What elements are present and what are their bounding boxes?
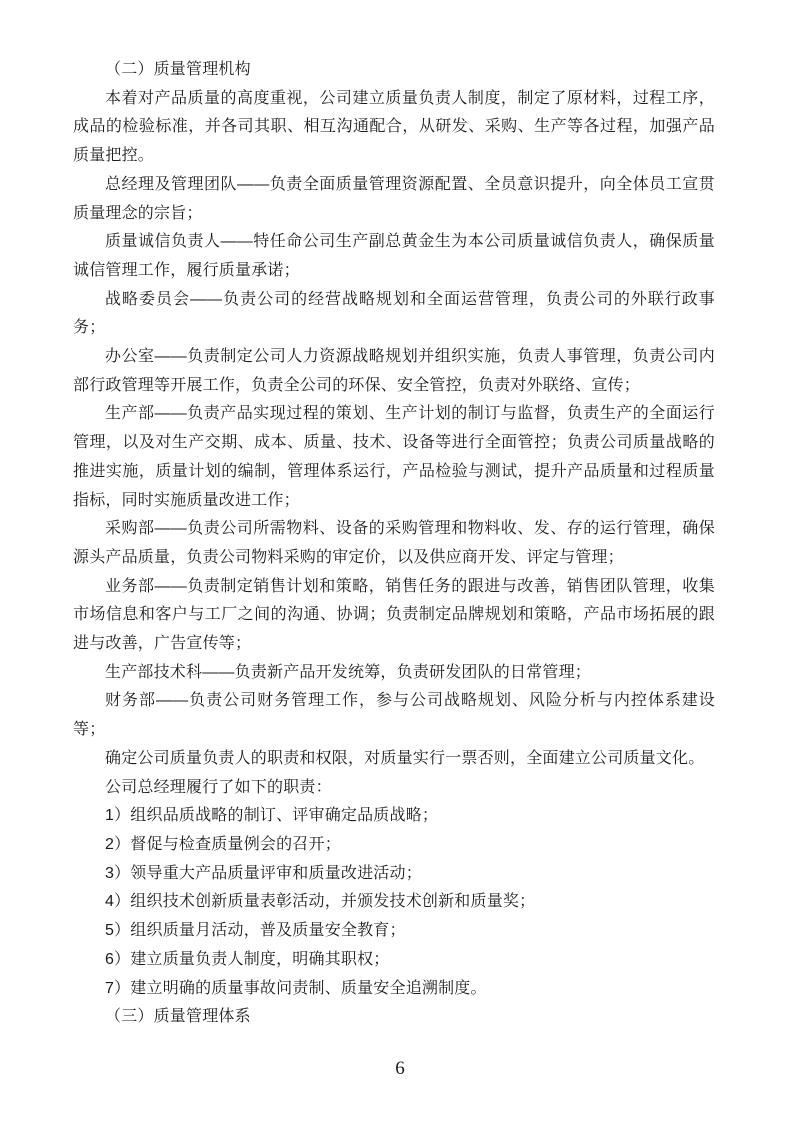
paragraph: 业务部——负责制定销售计划和策略，销售任务的跟进与改善，销售团队管理，收集市场信息和客户与工厂之间的沟通、协调；负责制定品牌规划和策略，产品市场拓展的跟进与改善，广告宣传等； bbox=[73, 577, 715, 653]
paragraph: 财务部——负责公司财务管理工作，参与公司战略规划、风险分析与内控体系建设等； bbox=[73, 692, 715, 739]
paragraph: 确定公司质量负责人的职责和权限，对质量实行一票否则，全面建立公司质量文化。 bbox=[105, 749, 705, 767]
paragraph: 采购部——负责公司所需物料、设备的采购管理和物料收、发、存的运行管理，确保源头产品质量，负责公司物料采购的审定价，以及供应商开发、评定与管理； bbox=[73, 520, 715, 566]
document-content bbox=[73, 56, 715, 1032]
paragraph: 战略委员会——负责公司的经营战略规划和全面运营管理，负责公司的外联行政事务； bbox=[73, 290, 715, 337]
section-heading: （二）质量管理机构 bbox=[105, 61, 251, 78]
paragraph: 总经理及管理团队——负责全面质量管理资源配置、全员意识提升，向全体员工宣贯质量理念的宗旨； bbox=[73, 175, 715, 222]
section-heading: （三）质量管理体系 bbox=[105, 1008, 251, 1026]
list-item: 4）组织技术创新质量表彰活动，并颁发技术创新和质量奖； bbox=[105, 893, 536, 911]
list-item: 7）建立明确的质量事故问责制、质量安全追溯制度。 bbox=[105, 979, 487, 997]
list-item: 5）组织质量月活动，普及质量安全教育； bbox=[105, 922, 406, 940]
paragraph: 办公室——负责制定公司人力资源战略规划并组织实施，负责人事管理，负责公司内部行政管理等开展工作，负责全公司的环保、安全管控，负责对外联络、宣传； bbox=[73, 348, 715, 394]
paragraph: 质量诚信负责人——特任命公司生产副总黄金生为本公司质量诚信负责人，确保质量诚信管理工作，履行质量承诺； bbox=[73, 233, 715, 279]
paragraph: 生产部技术科——负责新产品开发统筹，负责研发团队的日常管理； bbox=[105, 663, 592, 681]
list-item: 2）督促与检查质量例会的召开； bbox=[105, 835, 341, 853]
list-item: 6）建立质量负责人制度，明确其职权； bbox=[105, 950, 390, 968]
paragraph: 生产部——负责产品实现过程的策划、生产计划的制订与监督，负责生产的全面运行管理，以及对生产交期、成本、质量、技术、设备等进行全面管控；负责公司质量战略的推进实施，质量计划的编制，管理体系运行，产品检验与测试，提升产品质量和过程质量指标，同时实施质量改进工作； bbox=[73, 405, 715, 509]
list-item: 3）领导重大产品质量评审和质量改进活动； bbox=[105, 864, 422, 882]
paragraph: 公司总经理履行了如下的职责： bbox=[105, 778, 332, 796]
paragraph: 本着对产品质量的高度重视，公司建立质量负责人制度，制定了原材料，过程工序，成品的检验标准，并各司其职、相互沟通配合，从研发、采购、生产等各过程，加强产品质量把控。 bbox=[73, 89, 715, 165]
list-item: 1）组织品质战略的制订、评审确定品质战略； bbox=[105, 807, 439, 825]
page-number: 6 bbox=[395, 1058, 405, 1079]
